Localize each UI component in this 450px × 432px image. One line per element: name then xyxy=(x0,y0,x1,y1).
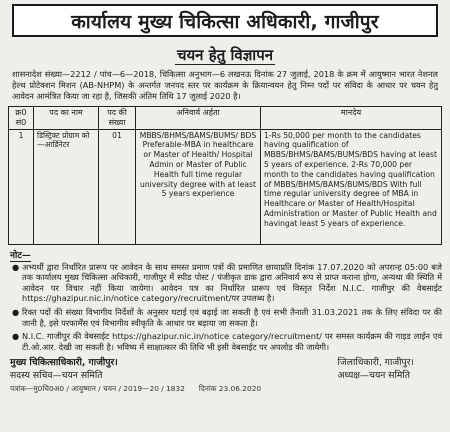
chairman-label: अध्यक्ष—चयन समिति xyxy=(337,370,410,382)
cell-post-name: डिस्ट्रिक्ट प्रोग्राम को—आर्डिनेटर xyxy=(34,129,99,244)
bullet-icon: ● xyxy=(12,331,20,342)
table-header-row xyxy=(9,107,442,130)
header-post-name: पद का नाम xyxy=(34,107,99,130)
header-qualification: अनिवार्य अर्हता xyxy=(136,107,261,130)
reference-number: पत्रांक—मु0चि0अ0 / आयुष्मान / चयन / 2019—20 / 1832 xyxy=(10,384,185,394)
note-item xyxy=(12,307,442,328)
header-post-count: पद की संख्या xyxy=(99,107,136,130)
signature-block xyxy=(8,356,442,382)
dm-title: जिलाधिकारी, गाजीपुर। xyxy=(337,357,414,369)
bullet-icon: ● xyxy=(12,261,20,272)
bullet-icon: ● xyxy=(12,306,20,317)
table-row xyxy=(9,129,442,244)
signature-right xyxy=(338,356,440,382)
advertisement-subtitle xyxy=(8,45,442,65)
reference-date: दिनांक 23.06.2020 xyxy=(198,384,262,394)
intro-paragraph: शासनादेश संख्या—2212 / पांच—6—2018, चिकित्सा अनुभाग—6 लखनऊ दिनांक 27 जुलाई, 2018 के क्रम में आयुष्मान भारत नेशनल हेल्थ प्रोटेक्शन मिशन (AB-NHPM) के अन्तर्गत जनपद स्तर पर कार्यक्रम के क्रियान्वयन हेतु निम्न पदों पर संविदा के आधार पर चयन हेतु आवेदन आमंत्रित किया जा रहा है, जिसकी अंतिम तिथि 17 जुलाई 2020 है। xyxy=(12,69,438,101)
cell-qualification: MBBS/BHMS/BAMS/BUMS/ BDS Preferable-MBA in healthcare or Master of Health/ Hospital Admin or Master of Public Health full time regular university degree with at least 5 years experience xyxy=(136,129,261,244)
note-text: रिक्त पदों की संख्या विभागीय निर्देशों के अनुसार घटाई एवं बढ़ाई जा सकती है एवं सभी तैनाती 31.03.2021 तक के लिए संविदा पर की जानी है, इसे परफार्मेंस एवं विभागीय स्वीकृति के आधार पर बढ़ाया जा सकता है। xyxy=(22,306,442,328)
note-item xyxy=(12,262,442,304)
note-text: अभ्यर्थी द्वारा निर्धारित प्रारूप पर आवेदन के साथ समस्त प्रमाण पत्रों की प्रमाणित छायाप्रति दिनांक 17.07.2020 को अपरान्ह 05:00 बजे तक कार्यालय मुख्य चिकित्सा अधिकारी, गाजीपुर में स्पीड पोस्ट / पंजीकृत डाक द्वारा अनिवार्य रूप से प्राप्त कराना होगा, अन्यथा की स्थिति में आवेदन पर विचार नहीं किया जायेगा। आवेदन पत्र का निर्धारित प्रारूप एवं विस्तृत निर्देश N.I.C. गाजीपुर की वेबसाईट https://ghazipur.nic.in/notice category/recruitment/पर उपलब्ध है। xyxy=(22,261,442,304)
note-text: N.I.C. गाजीपुर की वेबसाईट https://ghazipur.nic.in/notice category/recruitment/ पर समस्त कार्यक्रम की गाइड लाईन एवं टी.ओ.आर. देखी जा सकती है। भविष्य में साक्षात्कार की तिथि भी इसी वेबसाईट पर अपलोड की जायेगी। xyxy=(22,331,443,352)
note-item xyxy=(12,331,442,352)
cmo-title: मुख्य चिकित्साधिकारी, गाजीपुर। xyxy=(10,357,118,369)
member-secretary-label: सदस्य सचिव—चयन समिति xyxy=(10,370,103,382)
signature-left xyxy=(10,356,118,382)
cell-serial: 1 xyxy=(9,129,34,244)
header-honorarium: मानदेय xyxy=(261,107,442,130)
subtitle-text: चयन हेतु विज्ञापन xyxy=(176,46,274,64)
cell-honorarium: 1-Rs 50,000 per month to the candidates having qualification of MBBS/BHMS/BAMS/BUMS/BDS having at least 5 years of experience. 2-Rs 70,000 per month to the candidates having qualification of MBBS/BHMS/BAMS/BUMS/BDS With full time regular university degree of MBA in Healthcare or Master of Health/Hospital Administration or Master of Public Health and havingat least 5 years of experience. xyxy=(261,129,442,244)
reference-footer xyxy=(10,384,440,394)
notes-heading xyxy=(10,248,442,261)
posts-table xyxy=(8,106,442,245)
notes-heading-text: नोट— xyxy=(10,250,31,261)
cell-post-count: 01 xyxy=(99,129,136,244)
office-title: कार्यालय मुख्य चिकित्सा अधिकारी, गाजीपुर xyxy=(71,11,379,33)
header-serial: क्र0 सं0 xyxy=(9,107,34,130)
office-header xyxy=(12,4,438,37)
